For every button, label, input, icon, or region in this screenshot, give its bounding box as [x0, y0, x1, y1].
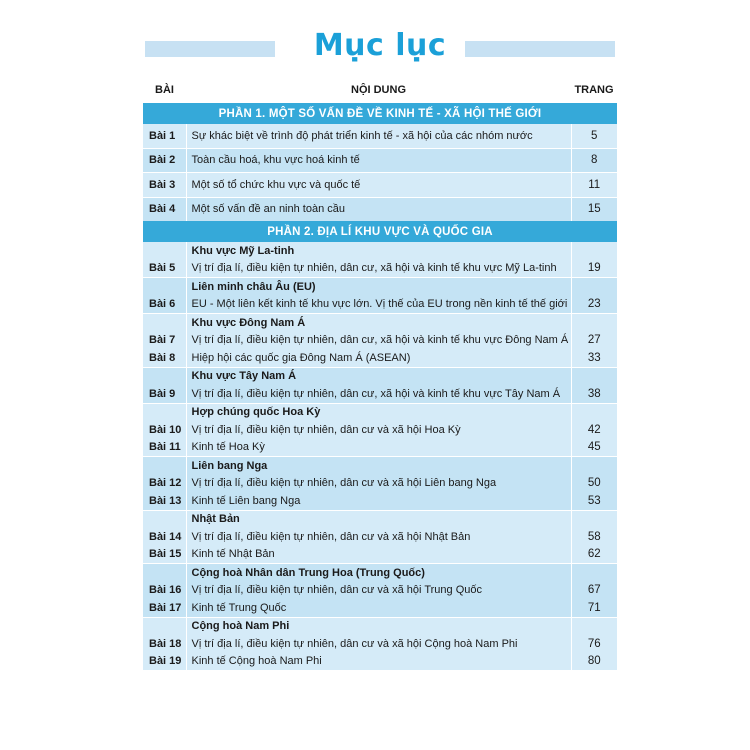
lesson-row[interactable]: [143, 492, 617, 510]
header-bai: BÀI: [143, 78, 186, 103]
lesson-number: Bài 5: [143, 260, 186, 278]
lesson-title: Kinh tế Nhật Bản: [186, 546, 571, 564]
region-name: Khu vực Tây Nam Á: [186, 367, 571, 385]
region-spacer: [143, 457, 186, 475]
lesson-title: Kinh tế Trung Quốc: [186, 599, 571, 617]
lesson-row[interactable]: [143, 421, 617, 439]
lesson-row[interactable]: [143, 582, 617, 600]
lesson-title: Vị trí địa lí, điều kiện tự nhiên, dân cư, xã hội và kinh tế khu vực Tây Nam Á: [186, 385, 571, 403]
region-spacer: [143, 617, 186, 635]
lesson-number: Bài 2: [143, 148, 186, 173]
region-page-spacer: [571, 510, 617, 528]
lesson-page: 42: [571, 421, 617, 439]
lesson-number: Bài 11: [143, 439, 186, 457]
part-1-title: PHẦN 1. MỘT SỐ VẤN ĐỀ VỀ KINH TẾ - XÃ HỘI THẾ GIỚI: [143, 103, 617, 125]
region-row: [143, 367, 617, 385]
lesson-row[interactable]: [143, 653, 617, 671]
lesson-row[interactable]: [143, 148, 617, 173]
lesson-number: Bài 18: [143, 635, 186, 653]
lesson-row[interactable]: [143, 528, 617, 546]
lesson-title: Vị trí địa lí, điều kiện tự nhiên, dân cư và xã hội Trung Quốc: [186, 582, 571, 600]
lesson-number: Bài 9: [143, 385, 186, 403]
lesson-title: Vị trí địa lí, điều kiện tự nhiên, dân cư, xã hội và kinh tế khu vực Mỹ La-tinh: [186, 260, 571, 278]
lesson-page: 62: [571, 546, 617, 564]
part-2-row: [143, 221, 617, 242]
lesson-row[interactable]: [143, 173, 617, 198]
lesson-row[interactable]: [143, 332, 617, 350]
region-spacer: [143, 403, 186, 421]
region-row: [143, 314, 617, 332]
lesson-number: Bài 13: [143, 492, 186, 510]
lesson-title: Vị trí địa lí, điều kiện tự nhiên, dân cư và xã hội Liên bang Nga: [186, 475, 571, 493]
lesson-row[interactable]: [143, 385, 617, 403]
lesson-number: Bài 4: [143, 197, 186, 221]
lesson-row[interactable]: [143, 635, 617, 653]
region-name: Nhật Bản: [186, 510, 571, 528]
lesson-page: 58: [571, 528, 617, 546]
lesson-number: Bài 8: [143, 349, 186, 367]
lesson-page: 11: [571, 173, 617, 198]
toc-table: [143, 78, 617, 670]
lesson-page: 27: [571, 332, 617, 350]
region-page-spacer: [571, 278, 617, 296]
lesson-title: Sự khác biệt về trình độ phát triển kinh tế - xã hội của các nhóm nước: [186, 124, 571, 148]
lesson-page: 50: [571, 475, 617, 493]
lesson-number: Bài 10: [143, 421, 186, 439]
lesson-number: Bài 12: [143, 475, 186, 493]
lesson-row[interactable]: [143, 439, 617, 457]
lesson-title: EU - Một liên kết kinh tế khu vực lớn. Vị thế của EU trong nền kinh tế thế giới: [186, 296, 571, 314]
lesson-row[interactable]: [143, 349, 617, 367]
lesson-number: Bài 14: [143, 528, 186, 546]
lesson-title: Một số vấn đề an ninh toàn cầu: [186, 197, 571, 221]
region-row: [143, 278, 617, 296]
region-name: Khu vực Mỹ La-tinh: [186, 242, 571, 260]
region-page-spacer: [571, 367, 617, 385]
lesson-row[interactable]: [143, 599, 617, 617]
lesson-page: 5: [571, 124, 617, 148]
lesson-title: Kinh tế Liên bang Nga: [186, 492, 571, 510]
lesson-page: 71: [571, 599, 617, 617]
lesson-title: Vị trí địa lí, điều kiện tự nhiên, dân cư và xã hội Nhật Bản: [186, 528, 571, 546]
region-spacer: [143, 510, 186, 528]
region-name: Cộng hoà Nhân dân Trung Hoa (Trung Quốc): [186, 564, 571, 582]
lesson-title: Hiệp hội các quốc gia Đông Nam Á (ASEAN): [186, 349, 571, 367]
region-row: [143, 564, 617, 582]
lesson-title: Một số tổ chức khu vực và quốc tế: [186, 173, 571, 198]
region-spacer: [143, 242, 186, 260]
region-name: Liên minh châu Âu (EU): [186, 278, 571, 296]
lesson-page: 19: [571, 260, 617, 278]
region-row: [143, 457, 617, 475]
lesson-title: Toàn cầu hoá, khu vực hoá kinh tế: [186, 148, 571, 173]
lesson-row[interactable]: [143, 546, 617, 564]
title-banner: [145, 30, 615, 68]
lesson-number: Bài 7: [143, 332, 186, 350]
lesson-title: Vị trí địa lí, điều kiện tự nhiên, dân cư và xã hội Cộng hoà Nam Phi: [186, 635, 571, 653]
page-title: Mục lục: [313, 28, 447, 63]
region-row: [143, 617, 617, 635]
region-row: [143, 510, 617, 528]
region-name: Cộng hoà Nam Phi: [186, 617, 571, 635]
region-spacer: [143, 314, 186, 332]
header-page: TRANG: [571, 78, 617, 103]
toc-body: [143, 103, 617, 671]
region-spacer: [143, 367, 186, 385]
header-content: NỘI DUNG: [186, 78, 571, 103]
lesson-page: 23: [571, 296, 617, 314]
region-page-spacer: [571, 564, 617, 582]
lesson-page: 67: [571, 582, 617, 600]
lesson-title: Kinh tế Cộng hoà Nam Phi: [186, 653, 571, 671]
lesson-page: 53: [571, 492, 617, 510]
lesson-title: Vị trí địa lí, điều kiện tự nhiên, dân cư, xã hội và kinh tế khu vực Đông Nam Á: [186, 332, 571, 350]
lesson-number: Bài 3: [143, 173, 186, 198]
toc-header-row: [143, 78, 617, 103]
lesson-number: Bài 15: [143, 546, 186, 564]
region-page-spacer: [571, 242, 617, 260]
lesson-page: 80: [571, 653, 617, 671]
lesson-page: 38: [571, 385, 617, 403]
region-row: [143, 242, 617, 260]
lesson-page: 15: [571, 197, 617, 221]
region-page-spacer: [571, 617, 617, 635]
lesson-row[interactable]: [143, 197, 617, 221]
part-1-row: [143, 103, 617, 125]
lesson-number: Bài 6: [143, 296, 186, 314]
region-name: Liên bang Nga: [186, 457, 571, 475]
lesson-number: Bài 1: [143, 124, 186, 148]
lesson-page: 76: [571, 635, 617, 653]
lesson-page: 33: [571, 349, 617, 367]
lesson-row[interactable]: [143, 260, 617, 278]
lesson-row[interactable]: [143, 296, 617, 314]
lesson-number: Bài 17: [143, 599, 186, 617]
region-page-spacer: [571, 457, 617, 475]
lesson-number: Bài 16: [143, 582, 186, 600]
region-page-spacer: [571, 403, 617, 421]
region-name: Hợp chúng quốc Hoa Kỳ: [186, 403, 571, 421]
lesson-number: Bài 19: [143, 653, 186, 671]
lesson-title: Vị trí địa lí, điều kiện tự nhiên, dân cư và xã hội Hoa Kỳ: [186, 421, 571, 439]
lesson-row[interactable]: [143, 475, 617, 493]
part-2-title: PHẦN 2. ĐỊA LÍ KHU VỰC VÀ QUỐC GIA: [143, 221, 617, 242]
region-spacer: [143, 278, 186, 296]
region-name: Khu vực Đông Nam Á: [186, 314, 571, 332]
region-row: [143, 403, 617, 421]
lesson-page: 8: [571, 148, 617, 173]
lesson-page: 45: [571, 439, 617, 457]
region-page-spacer: [571, 314, 617, 332]
lesson-title: Kinh tế Hoa Kỳ: [186, 439, 571, 457]
region-spacer: [143, 564, 186, 582]
lesson-row[interactable]: [143, 124, 617, 148]
